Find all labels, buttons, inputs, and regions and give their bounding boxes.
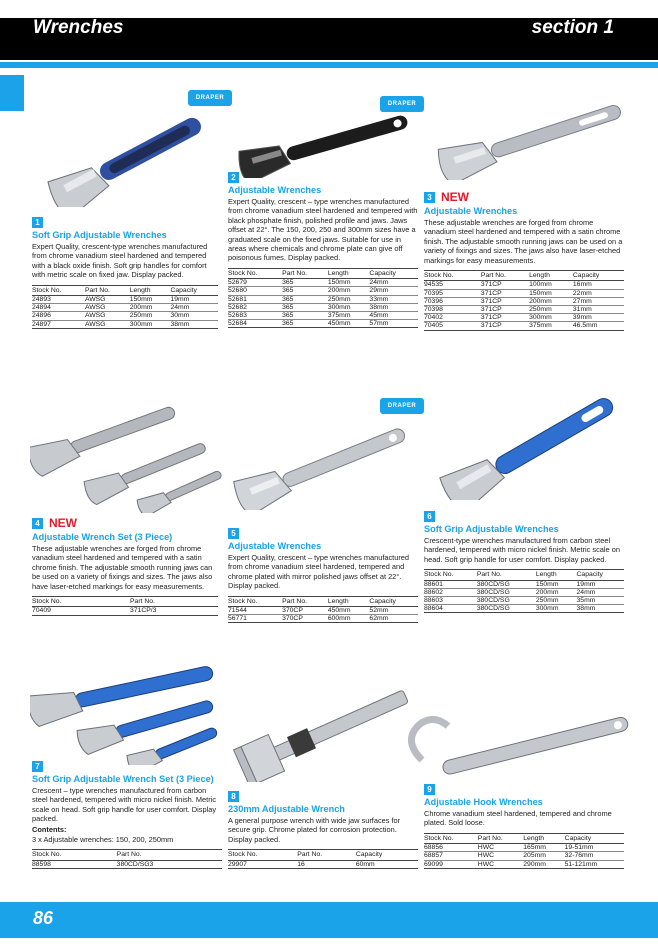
product-block-5 xyxy=(228,528,418,623)
col-length: Length xyxy=(328,268,370,278)
col-stock-no: Stock No. xyxy=(228,596,282,606)
col-part-no: Part No. xyxy=(117,850,222,860)
product-description: These adjustable wrenches are forged from chrome vanadium steel hardened and tempered with a satin chrome finish. The adjustable smooth running jaws can be used on a variety of fixings and sizes. The jaws also have laser-etched markings for easy measurements. xyxy=(424,218,623,265)
new-label: NEW xyxy=(49,516,77,530)
product-title: 230mm Adjustable Wrench xyxy=(228,804,345,814)
product-title: Adjustable Wrenches xyxy=(424,206,518,216)
product-photo-7 xyxy=(30,665,225,765)
col-length: Length xyxy=(328,596,370,606)
product-number: 8 xyxy=(228,791,239,802)
table-row: 88598 380CD/SG3 xyxy=(32,860,222,868)
table-row: 52680 365 200mm 29mm xyxy=(228,287,418,295)
col-part-no: Part No. xyxy=(297,850,356,860)
product-description: These adjustable wrenches are forged from chrome vanadium steel hardened and tempered with a satin chrome finish. The adjustable smooth running jaws can be used on a variety of fixings and sizes. The jaws also have laser-etched markings for easy measurements. xyxy=(32,544,213,591)
contents-list: 3 x Adjustable wrenches: 150, 200, 250mm xyxy=(32,835,174,845)
product-description: Chrome vanadium steel hardened, tempered and chrome plated. Sold loose. xyxy=(424,809,612,828)
col-part-no: Part No. xyxy=(478,833,524,843)
section-label: section 1 xyxy=(531,17,614,38)
table-row: 24893 AWSG 150mm 19mm xyxy=(32,296,218,304)
col-capacity: Capacity xyxy=(369,596,418,606)
col-stock-no: Stock No. xyxy=(424,833,478,843)
product-photo-9 xyxy=(400,700,635,780)
header-accent-strip xyxy=(0,62,658,68)
col-capacity: Capacity xyxy=(577,570,624,580)
col-part-no: Part No. xyxy=(282,596,328,606)
product-block-6 xyxy=(424,511,624,613)
spec-table xyxy=(228,849,418,869)
brand-badge-5: DRAPER xyxy=(380,398,424,414)
product-photo-8 xyxy=(228,682,418,782)
table-row: 88604 380CD/SG 300mm 38mm xyxy=(424,605,624,613)
section-tab-marker xyxy=(0,75,24,111)
product-photo-5 xyxy=(228,415,418,510)
col-capacity: Capacity xyxy=(565,833,624,843)
table-row: 88602 380CD/SG 200mm 24mm xyxy=(424,588,624,596)
product-photo-1 xyxy=(38,112,218,207)
spec-table xyxy=(32,849,222,869)
product-photo-2 xyxy=(230,108,415,178)
product-photo-6 xyxy=(430,395,630,500)
product-block-1 xyxy=(32,217,218,329)
table-row: 56771 370CP 600mm 62mm xyxy=(228,615,418,623)
table-row: 24894 AWSG 200mm 24mm xyxy=(32,304,218,312)
col-length: Length xyxy=(536,570,577,580)
product-block-9 xyxy=(424,784,624,869)
page-number: 86 xyxy=(33,908,54,928)
contents-label: Contents: xyxy=(32,824,67,834)
col-length: Length xyxy=(523,833,564,843)
spec-table xyxy=(32,285,218,329)
col-stock-no: Stock No. xyxy=(424,570,477,580)
col-part-no: Part No. xyxy=(477,570,536,580)
product-photo-3 xyxy=(432,100,632,180)
table-row: 52683 365 375mm 45mm xyxy=(228,312,418,320)
table-row: 70396 371CP 200mm 27mm xyxy=(424,297,624,305)
table-row: 68857 HWC 205mm 32-76mm xyxy=(424,852,624,860)
product-block-3 xyxy=(424,190,624,331)
table-row: 70405 371CP 375mm 46.5mm xyxy=(424,322,624,330)
product-title: Adjustable Wrenches xyxy=(228,541,322,551)
table-row: 52684 365 450mm 57mm xyxy=(228,320,418,328)
table-row: 70402 371CP 300mm 39mm xyxy=(424,314,624,322)
spec-table xyxy=(228,268,418,329)
spec-table xyxy=(424,833,624,869)
product-number: 4 xyxy=(32,518,43,529)
product-description: Expert Quality, crescent – type wrenches manufactured from chrome vanadium steel hardened and tempered with black phosphate finish, polished profile and jaws. Jaws offset at 22°. The 150, 200, 250 and 300mm sizes have a graduated scale on the fixed jaws. Suitable for use in areas where chemicals and chrome plate can give off poisonous fumes. Display packed. xyxy=(228,197,418,263)
brand-badge-2: DRAPER xyxy=(380,96,424,112)
product-description: Crescent-type wrenches manufactured from carbon steel hardened, tempered with micro nickel finish. Metric scale on head. Soft grip handle for user comfort. Display packed. xyxy=(424,536,620,564)
product-number: 6 xyxy=(424,511,435,522)
col-capacity: Capacity xyxy=(170,285,218,295)
col-capacity: Capacity xyxy=(573,271,624,281)
product-block-8 xyxy=(228,791,418,869)
table-row: 88603 380CD/SG 250mm 35mm xyxy=(424,597,624,605)
product-photo-4 xyxy=(30,398,225,513)
product-number: 7 xyxy=(32,761,43,772)
page-title: Wrenches xyxy=(33,17,124,38)
table-row: 94535 371CP 100mm 16mm xyxy=(424,281,624,289)
table-row: 70398 371CP 250mm 31mm xyxy=(424,306,624,314)
table-row: 52679 365 150mm 24mm xyxy=(228,279,418,287)
table-row: 69099 HWC 290mm 51-121mm xyxy=(424,860,624,868)
product-number: 5 xyxy=(228,528,239,539)
spec-table xyxy=(32,596,218,616)
spec-table xyxy=(424,270,624,331)
table-row: 71544 370CP 450mm 52mm xyxy=(228,607,418,615)
col-length: Length xyxy=(529,271,573,281)
col-stock-no: Stock No. xyxy=(32,597,130,607)
col-part-no: Part No. xyxy=(481,271,529,281)
table-row: 52681 365 250mm 33mm xyxy=(228,295,418,303)
product-number: 3 xyxy=(424,192,435,203)
col-stock-no: Stock No. xyxy=(32,285,85,295)
table-row: 70409 371CP/3 xyxy=(32,607,218,615)
product-title: Soft Grip Adjustable Wrenches xyxy=(424,524,559,534)
page-footer xyxy=(0,902,658,938)
product-description: Expert Quality, crescent-type wrenches manufactured from chrome vanadium steel hardened and tempered with a black oxide finish. Soft grip handles for comfort with metric scale on fixed jaw. Display packed. xyxy=(32,242,208,280)
table-row: 70395 371CP 150mm 22mm xyxy=(424,289,624,297)
col-part-no: Part No. xyxy=(85,285,130,295)
col-capacity: Capacity xyxy=(369,268,418,278)
col-length: Length xyxy=(130,285,171,295)
product-description: Crescent – type wrenches manufactured from carbon steel hardened, tempered with micro nickel finish. Metric scale on head. Soft grip handle for user comfort. Display packed. xyxy=(32,786,217,824)
col-stock-no: Stock No. xyxy=(228,850,297,860)
product-title: Adjustable Wrench Set (3 Piece) xyxy=(32,532,173,542)
table-row: 68856 HWC 165mm 19-51mm xyxy=(424,844,624,852)
product-block-4 xyxy=(32,516,218,616)
col-stock-no: Stock No. xyxy=(424,271,481,281)
brand-badge-1: DRAPER xyxy=(188,90,232,106)
product-number: 2 xyxy=(228,172,239,183)
product-block-7 xyxy=(32,761,222,869)
product-block-2 xyxy=(228,172,418,328)
col-capacity: Capacity xyxy=(356,850,418,860)
col-stock-no: Stock No. xyxy=(32,850,117,860)
product-number: 9 xyxy=(424,784,435,795)
col-part-no: Part No. xyxy=(282,268,328,278)
spec-table xyxy=(424,569,624,613)
table-row: 24897 AWSG 300mm 38mm xyxy=(32,320,218,328)
product-title: Adjustable Hook Wrenches xyxy=(424,797,543,807)
col-part-no: Part No. xyxy=(130,597,218,607)
col-stock-no: Stock No. xyxy=(228,268,282,278)
product-title: Soft Grip Adjustable Wrench Set (3 Piece) xyxy=(32,774,214,784)
product-title: Adjustable Wrenches xyxy=(228,185,322,195)
product-number: 1 xyxy=(32,217,43,228)
table-row: 29907 16 60mm xyxy=(228,860,418,868)
new-label: NEW xyxy=(441,190,469,204)
table-row: 24896 AWSG 250mm 30mm xyxy=(32,312,218,320)
table-row: 52682 365 300mm 38mm xyxy=(228,303,418,311)
product-description: A general purpose wrench with wide jaw surfaces for secure grip. Chrome plated for corrosion protection. Display packed. xyxy=(228,816,401,844)
spec-table xyxy=(228,596,418,624)
table-row: 88601 380CD/SG 150mm 19mm xyxy=(424,580,624,588)
product-description: Expert Quality, crescent – type wrenches manufactured from chrome vanadium steel hardened, tempered and chrome plated with mirror polished jaws offset at 22°. Display packed. xyxy=(228,553,410,591)
product-title: Soft Grip Adjustable Wrenches xyxy=(32,230,167,240)
